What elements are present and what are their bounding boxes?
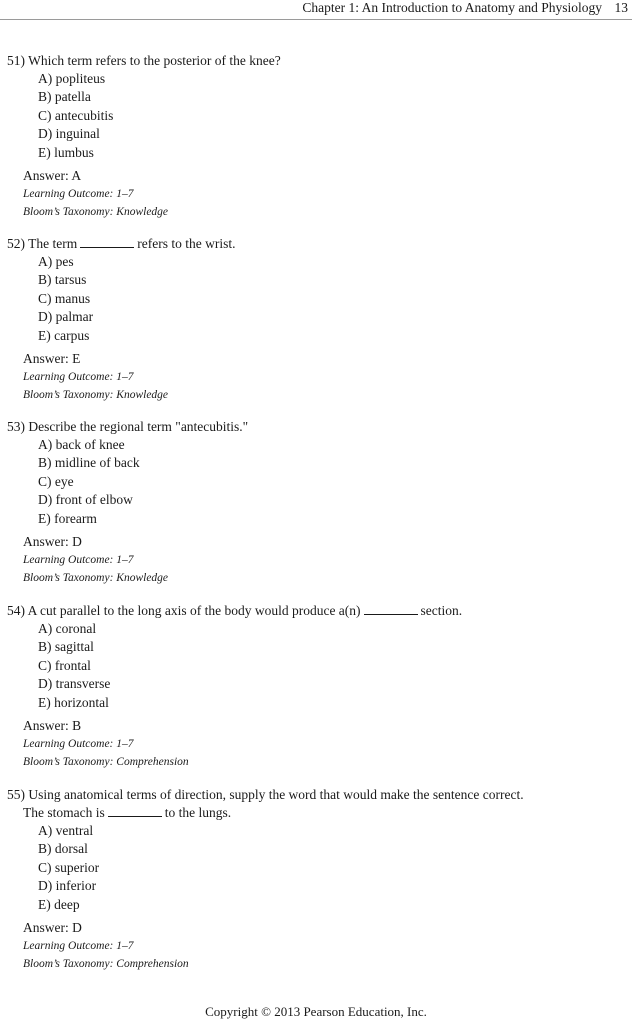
question-stem-continued (7, 804, 627, 822)
fill-in-blank (108, 815, 162, 817)
choice-a: A) pes (38, 254, 74, 269)
blooms-taxonomy: Bloom’s Taxonomy: Comprehension (23, 756, 189, 769)
answer-line: Answer: D (23, 920, 82, 936)
choice-d: D) inguinal (38, 126, 100, 142)
question-53 (7, 418, 627, 587)
stem-text-after: section. (420, 603, 463, 618)
question-55 (7, 786, 627, 973)
learning-outcome: Learning Outcome: 1–7 (23, 738, 134, 751)
choice-a: A) coronal (38, 621, 97, 636)
choice-b: B) tarsus (38, 272, 87, 288)
choice-e: E) horizontal (38, 694, 109, 710)
stem-text-before: The stomach is (23, 805, 105, 820)
choice-c: C) eye (38, 473, 74, 489)
stem-text-before: 52) The term (7, 236, 78, 251)
choice-d: D) palmar (38, 309, 94, 325)
choice-list (7, 822, 627, 914)
blooms-taxonomy: Bloom’s Taxonomy: Comprehension (23, 958, 189, 971)
choice-d: D) front of elbow (38, 492, 133, 508)
choice-a: A) ventral (38, 823, 94, 838)
blooms-taxonomy: Bloom’s Taxonomy: Knowledge (23, 389, 169, 402)
answer-line: Answer: D (23, 534, 82, 550)
answer-line: Answer: A (23, 168, 82, 184)
question-54 (7, 602, 627, 771)
question-52 (7, 235, 627, 404)
choice-list (7, 436, 627, 528)
choice-e: E) forearm (38, 510, 97, 526)
fill-in-blank (364, 613, 418, 615)
learning-outcome: Learning Outcome: 1–7 (23, 940, 134, 953)
choice-c: C) manus (38, 290, 91, 306)
stem-text-before: 54) A cut parallel to the long axis of the body would produce a(n) (7, 603, 361, 618)
fill-in-blank (80, 246, 134, 248)
choice-b: B) dorsal (38, 841, 88, 857)
learning-outcome: Learning Outcome: 1–7 (23, 188, 134, 201)
choice-list (7, 620, 627, 712)
stem-text-after: refers to the wrist. (137, 236, 236, 251)
learning-outcome: Learning Outcome: 1–7 (23, 371, 134, 384)
question-51 (7, 52, 627, 221)
chapter-title: Chapter 1: An Introduction to Anatomy and Physiology (302, 0, 602, 15)
blooms-taxonomy: Bloom’s Taxonomy: Knowledge (23, 206, 169, 219)
answer-line: Answer: B (23, 718, 82, 734)
choice-d: D) inferior (38, 878, 97, 894)
question-stem (7, 235, 627, 253)
choice-b: B) sagittal (38, 639, 94, 655)
question-stem: 55) Using anatomical terms of direction, supply the word that would make the sentence correct. (7, 787, 524, 802)
page-header (0, 0, 632, 20)
choice-e: E) deep (38, 896, 80, 912)
stem-text-after: to the lungs. (164, 805, 232, 820)
choice-d: D) transverse (38, 676, 111, 692)
choice-c: C) antecubitis (38, 107, 114, 123)
question-stem (7, 602, 627, 620)
choice-e: E) lumbus (38, 144, 94, 160)
choice-list (7, 70, 627, 162)
choice-a: A) back of knee (38, 437, 125, 452)
choice-e: E) carpus (38, 327, 90, 343)
answer-line: Answer: E (23, 351, 81, 367)
choice-c: C) superior (38, 859, 100, 875)
learning-outcome: Learning Outcome: 1–7 (23, 554, 134, 567)
question-stem: 51) Which term refers to the posterior of the knee? (7, 53, 281, 68)
choice-b: B) patella (38, 89, 91, 105)
page-number: 13 (614, 0, 628, 15)
choice-c: C) frontal (38, 657, 91, 673)
choice-list (7, 253, 627, 345)
blooms-taxonomy: Bloom’s Taxonomy: Knowledge (23, 572, 169, 585)
choice-a: A) popliteus (38, 71, 106, 86)
choice-b: B) midline of back (38, 455, 140, 471)
question-stem: 53) Describe the regional term "antecubitis." (7, 419, 249, 434)
header-rule (0, 19, 632, 20)
copyright-footer: Copyright © 2013 Pearson Education, Inc. (205, 1004, 427, 1019)
